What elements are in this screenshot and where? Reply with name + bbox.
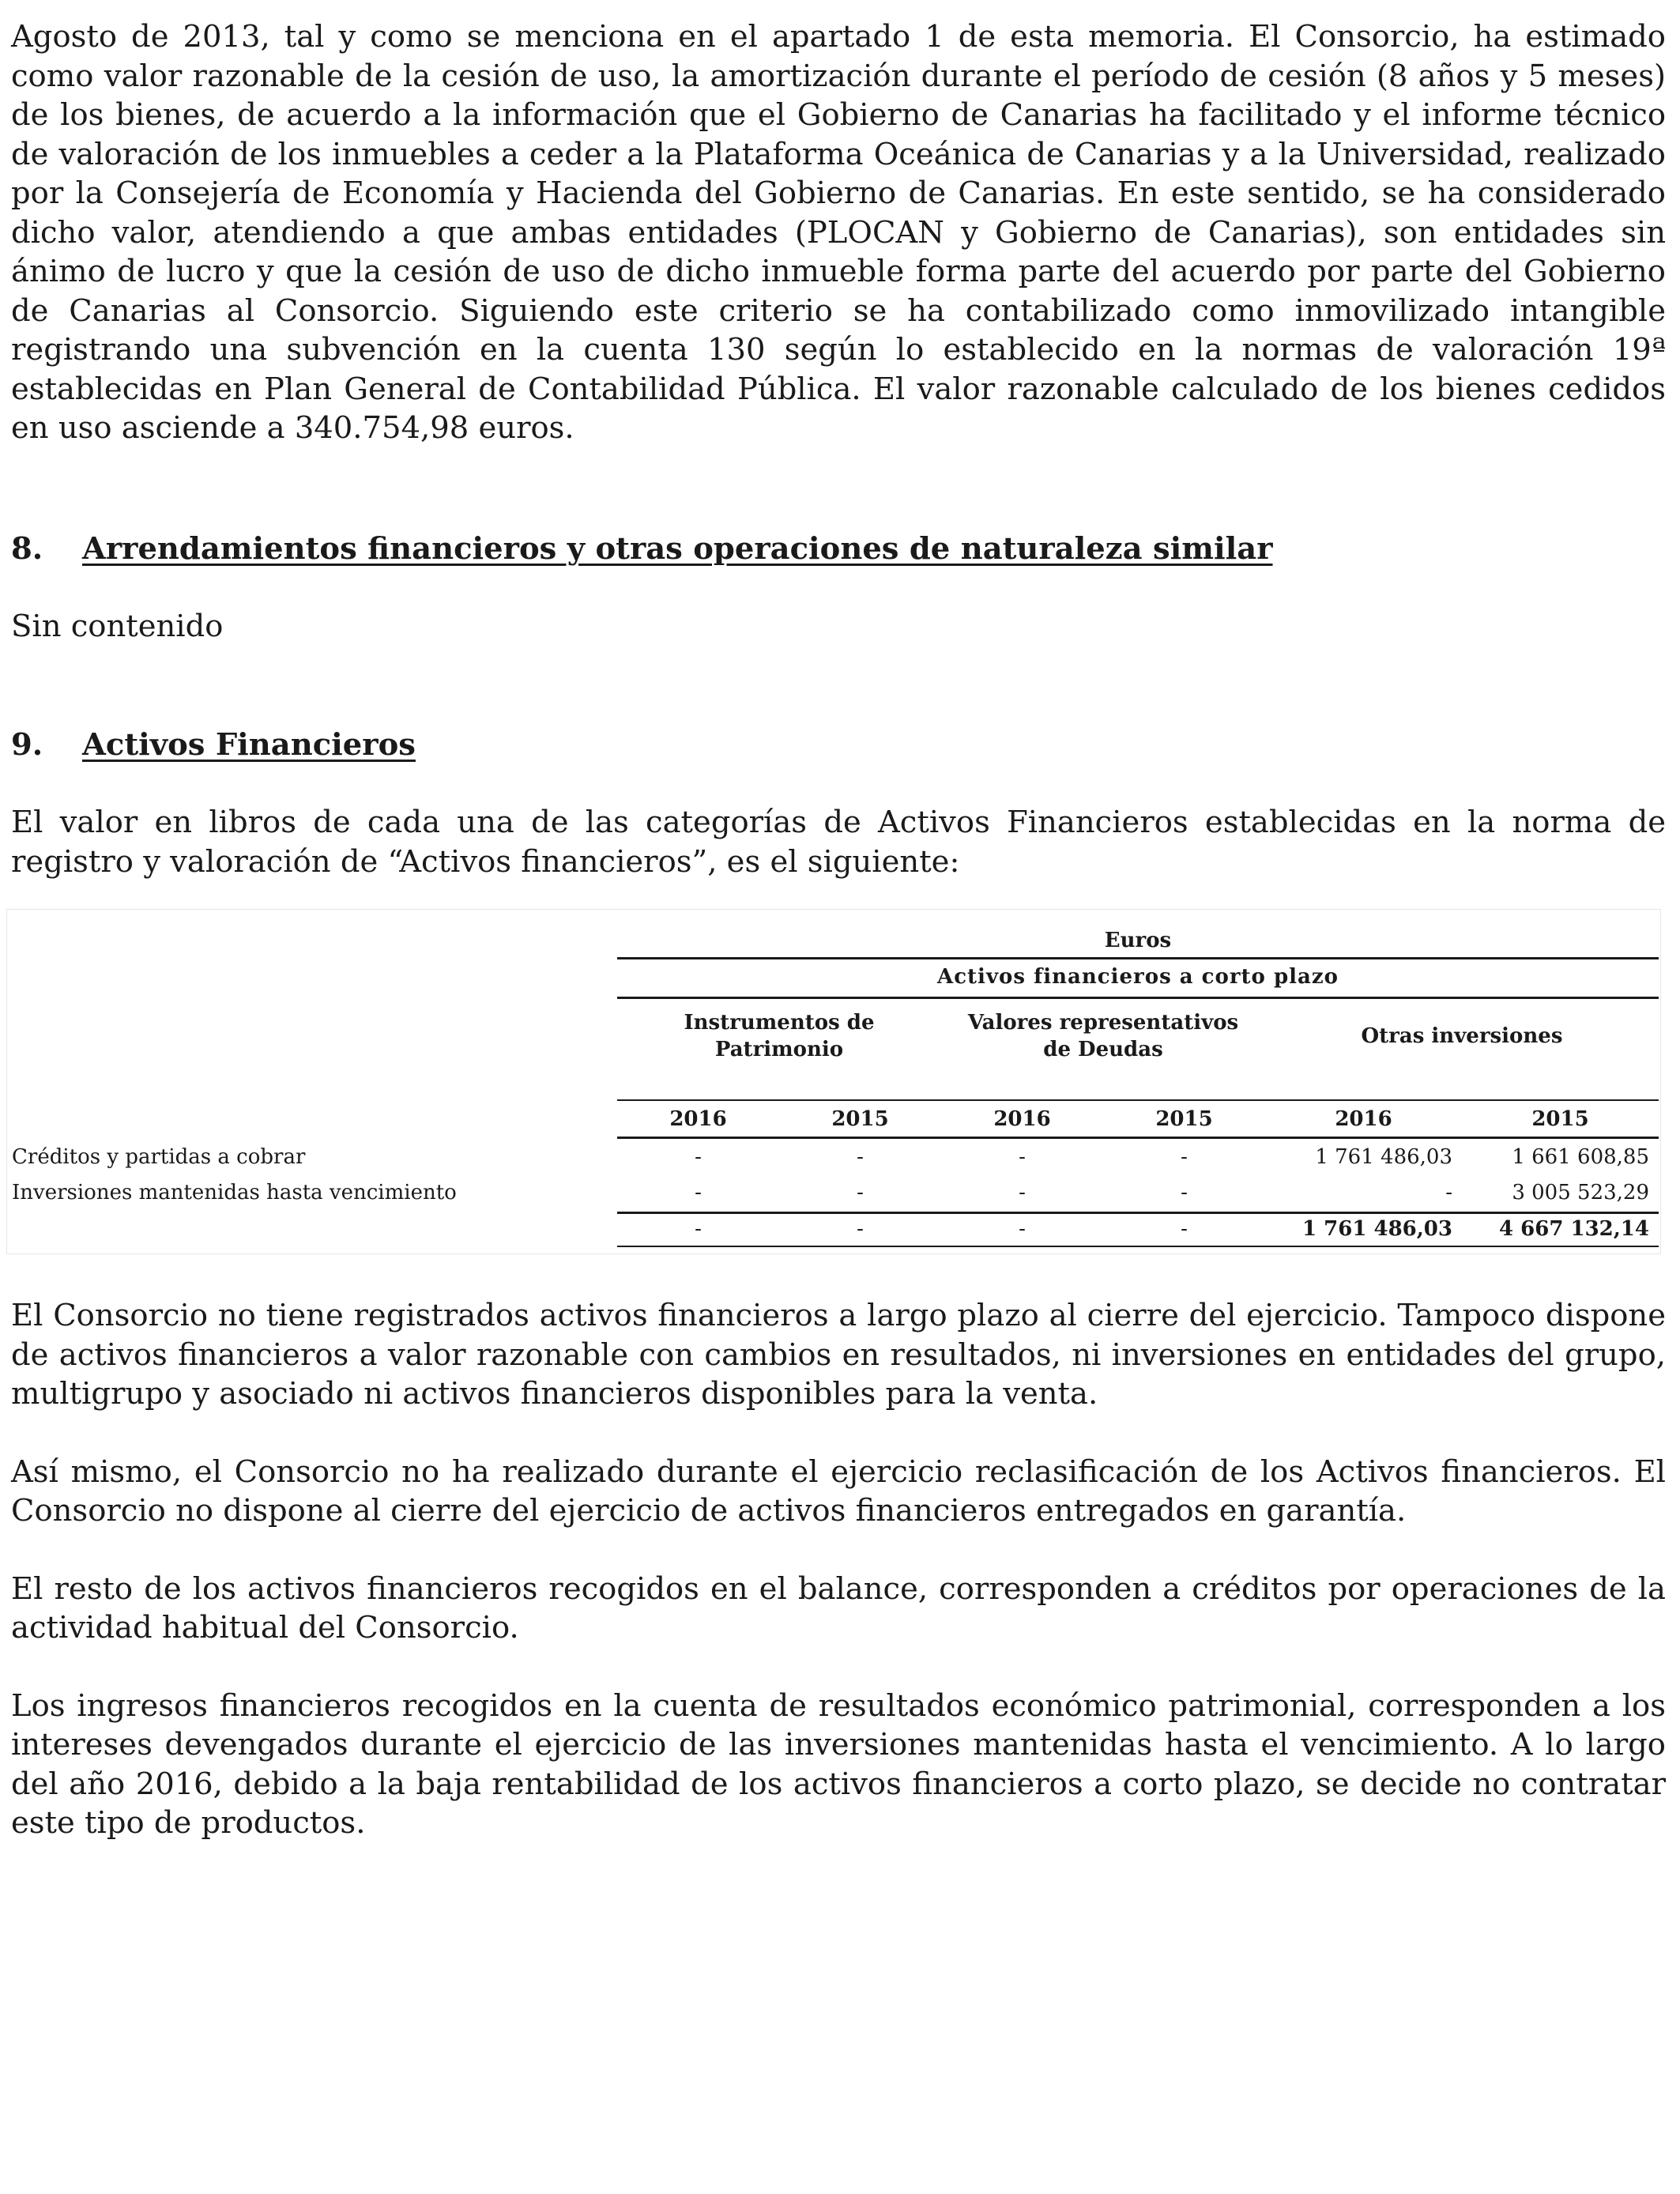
total-cell: - <box>1181 1217 1188 1241</box>
total-cell: - <box>857 1217 864 1241</box>
year-header: 2016 <box>1335 1107 1392 1131</box>
year-header: 2015 <box>1531 1107 1589 1131</box>
paragraph-largo-plazo: El Consorcio no tiene registrados activos financieros a largo plazo al cierre del ejercicio. Tampoco dispone de activos financieros a valor razonable con cambios en resultados, ni inversiones en entidades del grupo, multigrupo y asociado ni activos financieros disponibles para la venta. <box>11 1298 1666 1412</box>
table-cell: - <box>857 1181 864 1204</box>
col-group-valores <box>941 1009 1265 1063</box>
year-header: 2016 <box>993 1107 1051 1131</box>
section-8-heading <box>11 530 1666 569</box>
intro-paragraph: Agosto de 2013, tal y como se menciona en el apartado 1 de esta memoria. El Consorcio, ha estimado como valor razonable de la cesión de uso, la amortización durante el período de cesión (8 años y 5 meses) de los bienes, de acuerdo a la información que el Gobierno de Canarias ha facilitado y el informe técnico de valoración de los inmuebles a ceder a la Plataforma Oceánica de Canarias y a la Universidad, realizado por la Consejería de Economía y Hacienda del Gobierno de Canarias. En este sentido, se ha considerado dicho valor, atendiendo a que ambas entidades (PLOCAN y Gobierno de Canarias), son entidades sin ánimo de lucro y que la cesión de uso de dicho inmueble forma parte del acuerdo por parte del Gobierno de Canarias al Consorcio. Siguiendo este criterio se ha contabilizado como inmovilizado intangible registrando una subvención en la cuenta 130 según lo establecido en la normas de valoración 19ª establecidas en Plan General de Contabilidad Pública. El valor razonable calculado de los bienes cedidos en uso asciende a 340.754,98 euros. <box>11 19 1666 446</box>
col-group-instrumentos-line1: Instrumentos de <box>684 1011 875 1035</box>
section-9-heading <box>11 726 1666 765</box>
table-cell: 1 661 608,85 <box>1512 1145 1649 1169</box>
total-cell: - <box>1019 1217 1026 1241</box>
col-group-valores-line1: Valores representativos <box>967 1011 1239 1035</box>
section-8-body: Sin contenido <box>11 609 224 644</box>
table-cell: - <box>1019 1181 1026 1204</box>
total-cell: 4 667 132,14 <box>1499 1217 1649 1241</box>
table-header-currency: Euros <box>1104 929 1172 952</box>
table-cell: 3 005 523,29 <box>1512 1181 1649 1204</box>
year-header: 2015 <box>1155 1107 1213 1131</box>
row-label: Inversiones mantenidas hasta vencimiento <box>12 1181 457 1204</box>
table-header-group: Activos financieros a corto plazo <box>937 965 1339 989</box>
table-cell: - <box>1445 1181 1452 1204</box>
section-9-intro: El valor en libros de cada una de las categorías de Activos Financieros establecidas en la norma de registro y valoración de “Activos financieros”, es el siguiente: <box>11 805 1666 880</box>
paragraph-resto-activos: El resto de los activos financieros recogidos en el balance, corresponden a créditos por operaciones de la actividad habitual del Consorcio. <box>11 1570 1666 1646</box>
year-header: 2016 <box>669 1107 727 1131</box>
table-cell: - <box>695 1145 702 1169</box>
section-9-number: 9. <box>11 727 43 763</box>
section-8 <box>11 530 1666 647</box>
section-8-number: 8. <box>11 531 43 567</box>
document-page <box>11 17 1666 448</box>
year-header: 2015 <box>831 1107 889 1131</box>
col-group-otras <box>1265 1023 1659 1050</box>
row-label: Créditos y partidas a cobrar <box>12 1145 306 1169</box>
financial-assets-table <box>6 909 1661 1254</box>
paragraph-reclasificacion: Así mismo, el Consorcio no ha realizado durante el ejercicio reclasificación de los Activos financieros. El Consorcio no dispone al cierre del ejercicio de activos financieros entregados en garantía. <box>11 1453 1666 1529</box>
table-cell: 1 761 486,03 <box>1315 1145 1452 1169</box>
total-cell: - <box>695 1217 702 1241</box>
col-group-instrumentos-line2: Patrimonio <box>714 1038 844 1061</box>
col-group-instrumentos <box>617 1009 941 1063</box>
col-group-valores-line2: de Deudas <box>1043 1038 1163 1061</box>
table-cell: - <box>1019 1145 1026 1169</box>
table-cell: - <box>857 1145 864 1169</box>
table-cell: - <box>1181 1145 1188 1169</box>
paragraph-ingresos: Los ingresos financieros recogidos en la cuenta de resultados económico patrimonial, corresponden a los intereses devengados durante el ejercicio de las inversiones mantenidas hasta el vencimiento. A lo largo del año 2016, debido a la baja rentabilidad de los activos financieros a corto plazo, se decide no contratar este tipo de productos. <box>11 1687 1666 1841</box>
total-cell: 1 761 486,03 <box>1302 1217 1452 1241</box>
section-8-title: Arrendamientos financieros y otras operaciones de naturaleza similar <box>82 531 1273 567</box>
section-9-body <box>11 1296 1666 1843</box>
section-9-title: Activos Financieros <box>82 727 416 763</box>
col-group-otras-line1: Otras inversiones <box>1361 1024 1563 1048</box>
table-cell: - <box>1181 1181 1188 1204</box>
section-9 <box>11 726 1666 881</box>
table-cell: - <box>695 1181 702 1204</box>
